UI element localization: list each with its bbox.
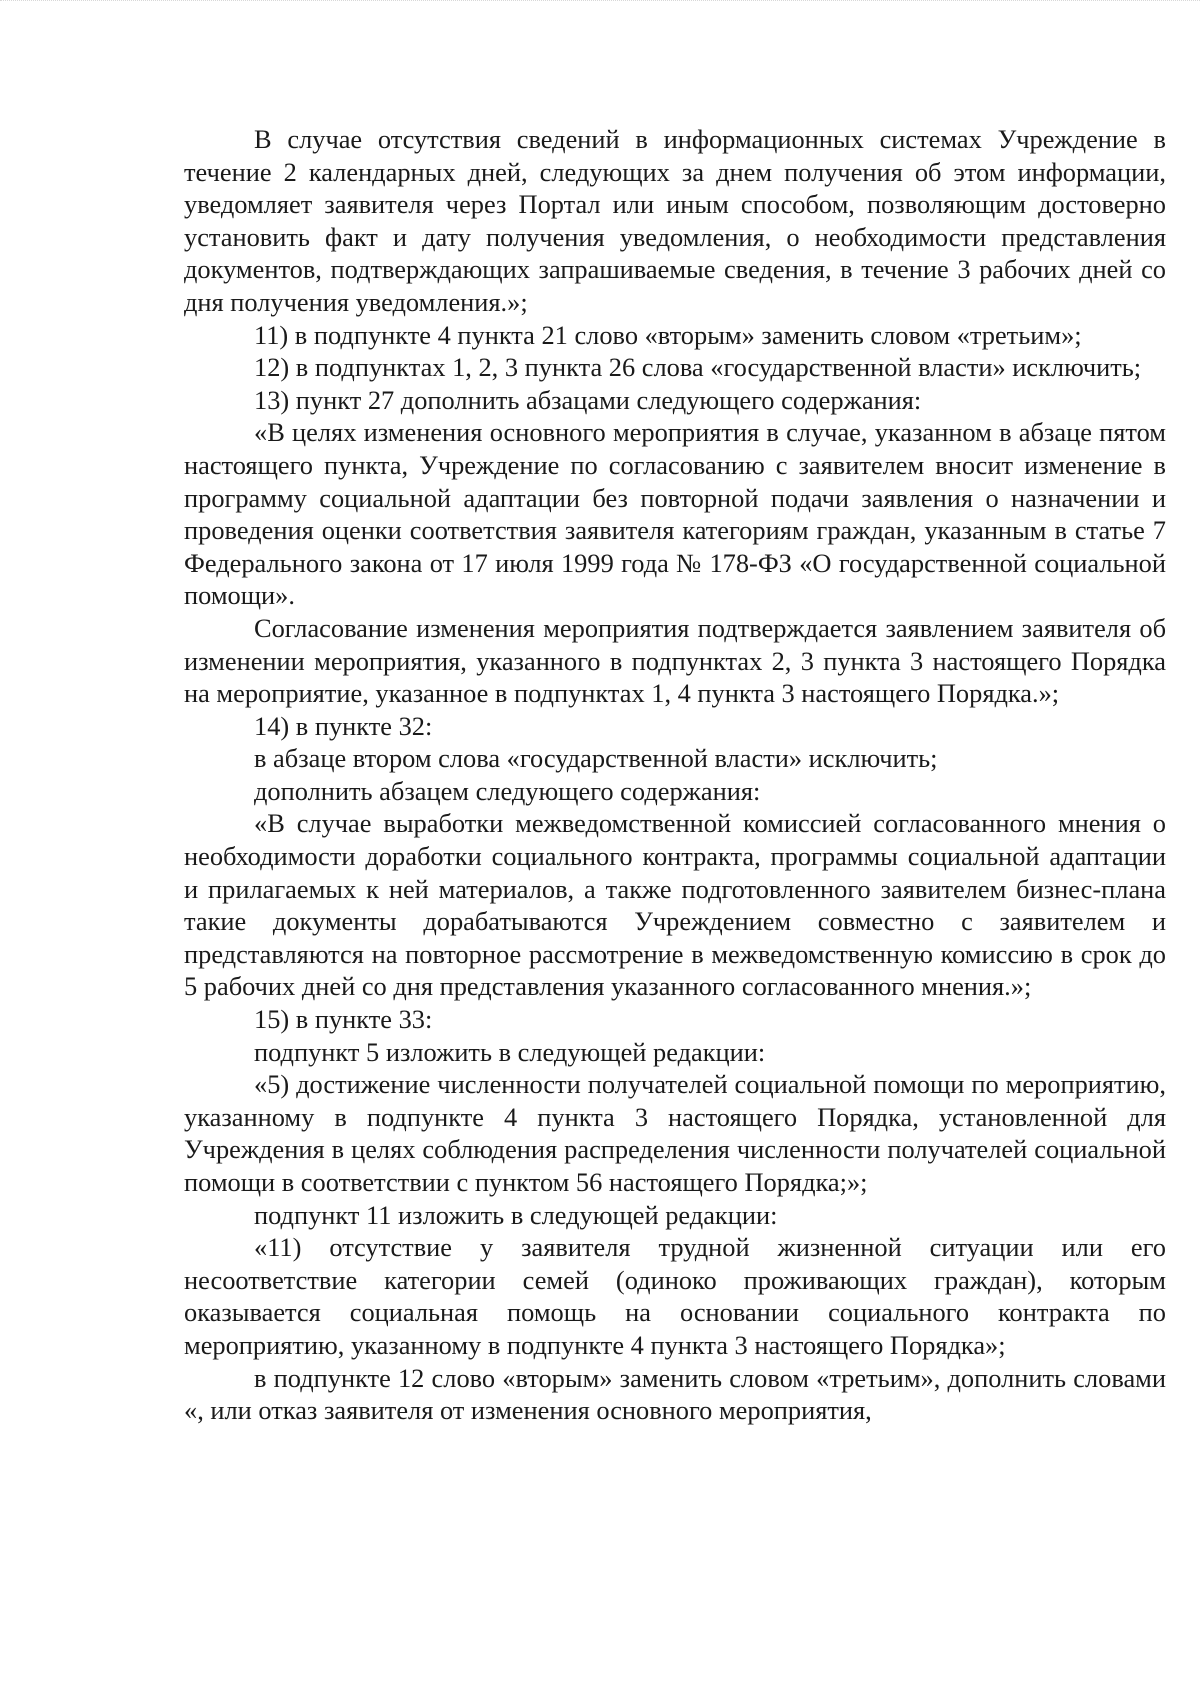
paragraph-approval: Согласование изменения мероприятия подтверждается заявлением заявителя об изменении мероприятия, указанного в подпунктах 2, 3 пункта 3 настоящего Порядка на мероприятие, указанное в подпунктах 1, 4 пункта 3 настоящего Порядка.»; bbox=[184, 612, 1166, 709]
paragraph-abzac-2: в абзаце втором слова «государственной власти» исключить; bbox=[254, 743, 938, 774]
paragraph-subitem-11: «11) отсутствие у заявителя трудной жизненной ситуации или его несоответствие категории семей (одиноко проживающих граждан), которым оказывается социальная помощь на основании социального контракта по мероприятию, указанному в подпункте 4 пункта 3 настоящего Порядка»; bbox=[184, 1232, 1166, 1360]
paragraph-subitem-12: в подпункте 12 слово «вторым» заменить словом «третьим», дополнить словами «, или отказ заявителя от изменения основного мероприятия, bbox=[184, 1362, 1166, 1426]
paragraph-quote-32: «В случае выработки межведомственной комиссией согласованного мнения о необходимости доработки социального контракта, программы социальной адаптации и прилагаемых к ней материалов, а также подготовленного заявителем бизнес-плана такие документы дорабатываются Учреждением совместно с заявителем и представляются на повторное рассмотрение в межведомственную комиссию в срок до 5 рабочих дней со дня представления указанного согласованного мнения.»; bbox=[184, 808, 1166, 1002]
paragraph-item-15: 15) в пункте 33: bbox=[254, 1004, 433, 1035]
paragraph-quote-27: «В целях изменения основного мероприятия в случае, указанном в абзаце пятом настоящего пункта, Учреждение по согласованию с заявителем вносит изменение в программу социальной адаптации без повторной подачи заявления о назначении и проведения оценки соответствия заявителя категориям граждан, указанным в статье 7 Федерального закона от 17 июля 1999 года № 178-ФЗ «О государственной социальной помощи». bbox=[184, 417, 1166, 611]
paragraph-subitem-11-intro: подпункт 11 изложить в следующей редакции: bbox=[254, 1199, 778, 1230]
paragraph-item-12: 12) в подпунктах 1, 2, 3 пункта 26 слова «государственной власти» исключить; bbox=[254, 352, 1142, 383]
paragraph-subitem-5-intro: подпункт 5 изложить в следующей редакции: bbox=[254, 1036, 766, 1067]
document-body bbox=[184, 123, 1166, 1427]
paragraph-supplement: дополнить абзацем следующего содержания: bbox=[254, 775, 761, 806]
paragraph-notification: В случае отсутствия сведений в информационных системах Учреждение в течение 2 календарных дней, следующих за днем получения об этом информации, уведомляет заявителя через Портал или иным способом, позволяющим достоверно установить факт и дату получения уведомления, о необходимости представления документов, подтверждающих запрашиваемые сведения, в течение 3 рабочих дней со дня получения уведомления.»; bbox=[184, 124, 1166, 317]
paragraph-subitem-5: «5) достижение численности получателей социальной помощи по мероприятию, указанному в подпункте 4 пункта 3 настоящего Порядка, установленной для Учреждения в целях соблюдения распределения численности получателей социальной помощи в соответствии с пунктом 56 настоящего Порядка;»; bbox=[184, 1069, 1166, 1197]
paragraph-item-11: 11) в подпункте 4 пункта 21 слово «вторым» заменить словом «третьим»; bbox=[254, 319, 1082, 350]
paragraph-item-13: 13) пункт 27 дополнить абзацами следующего содержания: bbox=[254, 384, 922, 415]
paragraph-item-14: 14) в пункте 32: bbox=[254, 710, 433, 741]
